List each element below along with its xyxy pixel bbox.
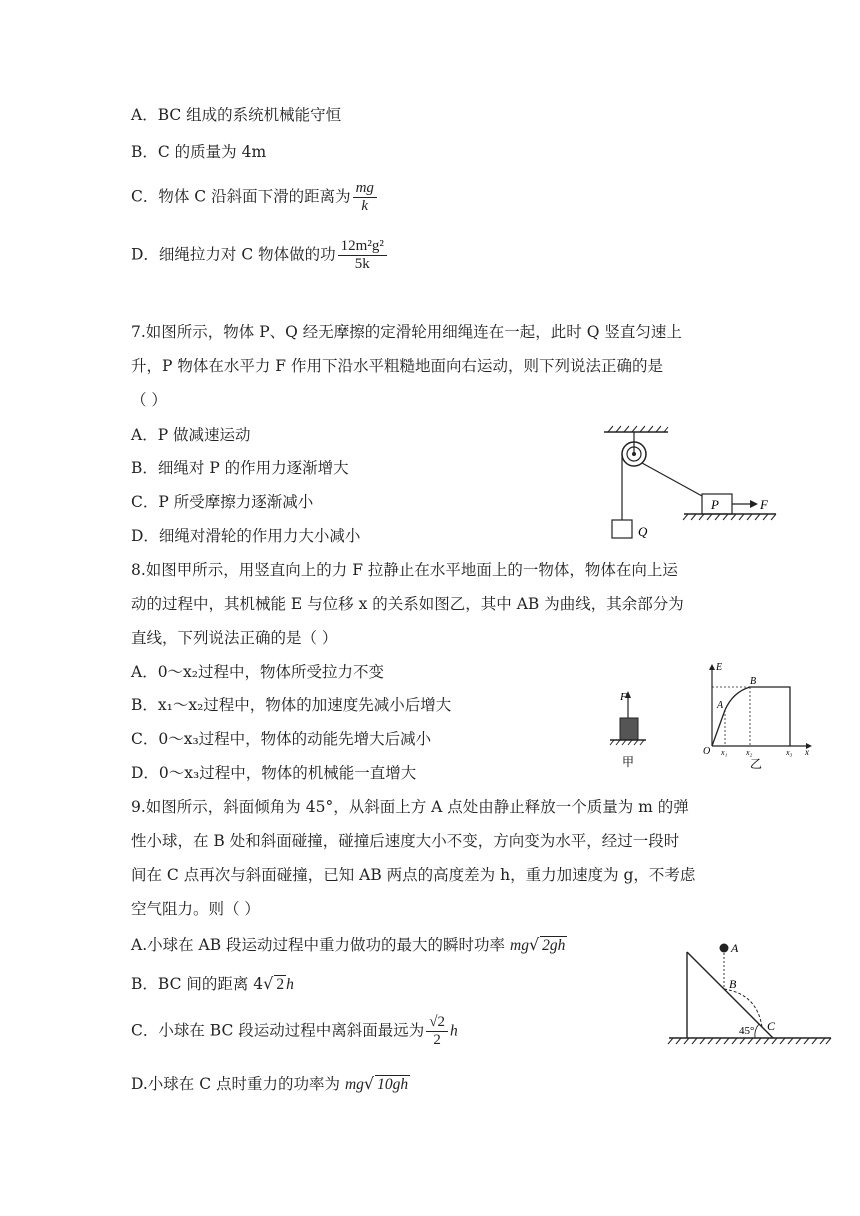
formula-prefix: 4	[253, 975, 264, 993]
label-a: A	[731, 941, 739, 955]
q6-option-b: B．C 的质量为 4m	[131, 143, 267, 161]
q7-option-d: D．细绳对滑轮的作用力大小减小	[131, 527, 361, 545]
q7-stem-line3: （ ）	[131, 391, 167, 409]
label-o: O	[703, 746, 711, 757]
q6-option-d-fraction	[338, 238, 387, 273]
q8-figure	[600, 656, 815, 776]
q7-stem-line2: 升，P 物体在水平力 F 作用下沿水平粗糙地面向右运动，则下列说法正确的是	[131, 357, 663, 375]
q9-stem-line1: 9.如图所示，斜面倾角为 45°，从斜面上方 A 点处由静止释放一个质量为 m 的弹	[131, 798, 689, 816]
q8-stem-line3: 直线，下列说法正确的是（ ）	[131, 629, 338, 647]
block	[620, 718, 638, 740]
label-e: E	[716, 662, 723, 673]
ball-a	[720, 944, 729, 953]
label-q: Q	[638, 524, 648, 539]
formula-suffix: h	[286, 976, 294, 993]
label-b: B	[729, 977, 737, 991]
label-x: x	[805, 747, 809, 757]
formula-prefix: mg	[510, 937, 529, 954]
label-f: F	[760, 497, 768, 512]
q9-option-a-text: A.小球在 AB 段运动过程中重力做功的最大的瞬时功率	[131, 936, 506, 954]
q6-option-c	[131, 180, 379, 215]
q6-option-c-text: C．物体 C 沿斜面下滑的距离为	[131, 187, 351, 206]
q9-option-b: B．BC 间的距离 4√ 2 h	[131, 974, 294, 993]
q6-option-d-text: D．细绳拉力对 C 物体做的功	[131, 245, 336, 264]
q8-option-a: A．0～x₂过程中，物体所受拉力不变	[131, 663, 385, 681]
radicand: 2	[276, 976, 285, 993]
q9-option-c-text: C．小球在 BC 段运动过程中离斜面最远为	[131, 1021, 425, 1040]
fraction-denominator: 5k	[354, 256, 370, 272]
fraction-denominator: k	[361, 198, 369, 214]
q9-option-b-text: B．BC 间的距离	[131, 975, 249, 993]
radicand: 2gh	[542, 937, 566, 954]
q8-stem-line2: 动的过程中，其机械能 E 与位移 x 的关系如图乙，其中 AB 为曲线，其余部分为	[131, 595, 684, 613]
q7-option-c: C．P 所受摩擦力逐渐减小	[131, 493, 314, 511]
label-jia: 甲	[622, 755, 635, 769]
q8-stem-line1: 8.如图甲所示，用竖直向上的力 F 拉静止在水平地面上的一物体，物体在向上运	[131, 561, 678, 579]
label-angle: 45°	[739, 1025, 755, 1037]
label-x1: x₁	[721, 748, 728, 757]
q9-option-d: D.小球在 C 点时重力的功率为 mg√ 10gh	[131, 1074, 409, 1093]
label-x3: x₃	[786, 748, 793, 757]
fraction-numerator: √2	[426, 1014, 448, 1032]
q9-incline-figure	[665, 938, 835, 1053]
fraction-denominator: 2	[433, 1032, 441, 1048]
q8-option-c: C．0～x₃过程中，物体的动能先增大后减小	[131, 730, 432, 748]
formula-prefix: mg	[344, 1076, 364, 1093]
q7-option-a: A．P 做减速运动	[131, 426, 251, 444]
block-q	[612, 520, 632, 538]
label-force-f: F	[620, 691, 627, 703]
q7-pulley-figure	[598, 424, 778, 554]
q9-stem-line3: 间在 C 点再次与斜面碰撞，已知 AB 两点的高度差为 h，重力加速度为 g，不考虑	[131, 866, 696, 884]
label-c: C	[767, 1019, 776, 1033]
q6-option-d	[131, 238, 389, 273]
q9-stem-line4: 空气阻力。则（ ）	[131, 900, 260, 918]
q9-option-a: A.小球在 AB 段运动过程中重力做功的最大的瞬时功率 mg√ 2gh	[131, 935, 566, 954]
q8-option-d: D．0～x₃过程中，物体的机械能一直增大	[131, 764, 417, 782]
q9-option-c-fraction	[426, 1014, 448, 1049]
fraction-numerator: mg	[353, 180, 377, 198]
label-x2: x₂	[746, 748, 753, 757]
q7-stem-line1: 7.如图所示，物体 P、Q 经无摩擦的定滑轮用细绳连在一起，此时 Q 竖直匀速上	[131, 323, 682, 341]
formula-suffix: h	[450, 1022, 458, 1040]
q6-option-a: A．BC 组成的系统机械能守恒	[131, 106, 342, 124]
label-a: A	[717, 700, 724, 711]
label-yi: 乙	[750, 757, 763, 771]
q9-option-c	[131, 1014, 458, 1049]
q6-option-c-fraction	[353, 180, 377, 215]
fraction-numerator: 12m²g²	[338, 238, 387, 256]
radicand: 10gh	[377, 1076, 409, 1093]
q8-option-b: B．x₁～x₂过程中，物体的加速度先减小后增大	[131, 696, 452, 714]
label-p: P	[711, 497, 719, 512]
q9-option-d-text: D.小球在 C 点时重力的功率为	[131, 1075, 341, 1093]
q9-stem-line2: 性小球，在 B 处和斜面碰撞，碰撞后速度大小不变，方向变为水平，经过一段时	[131, 832, 680, 850]
label-b: B	[750, 676, 757, 687]
q7-option-b: B．细绳对 P 的作用力逐渐增大	[131, 459, 349, 477]
